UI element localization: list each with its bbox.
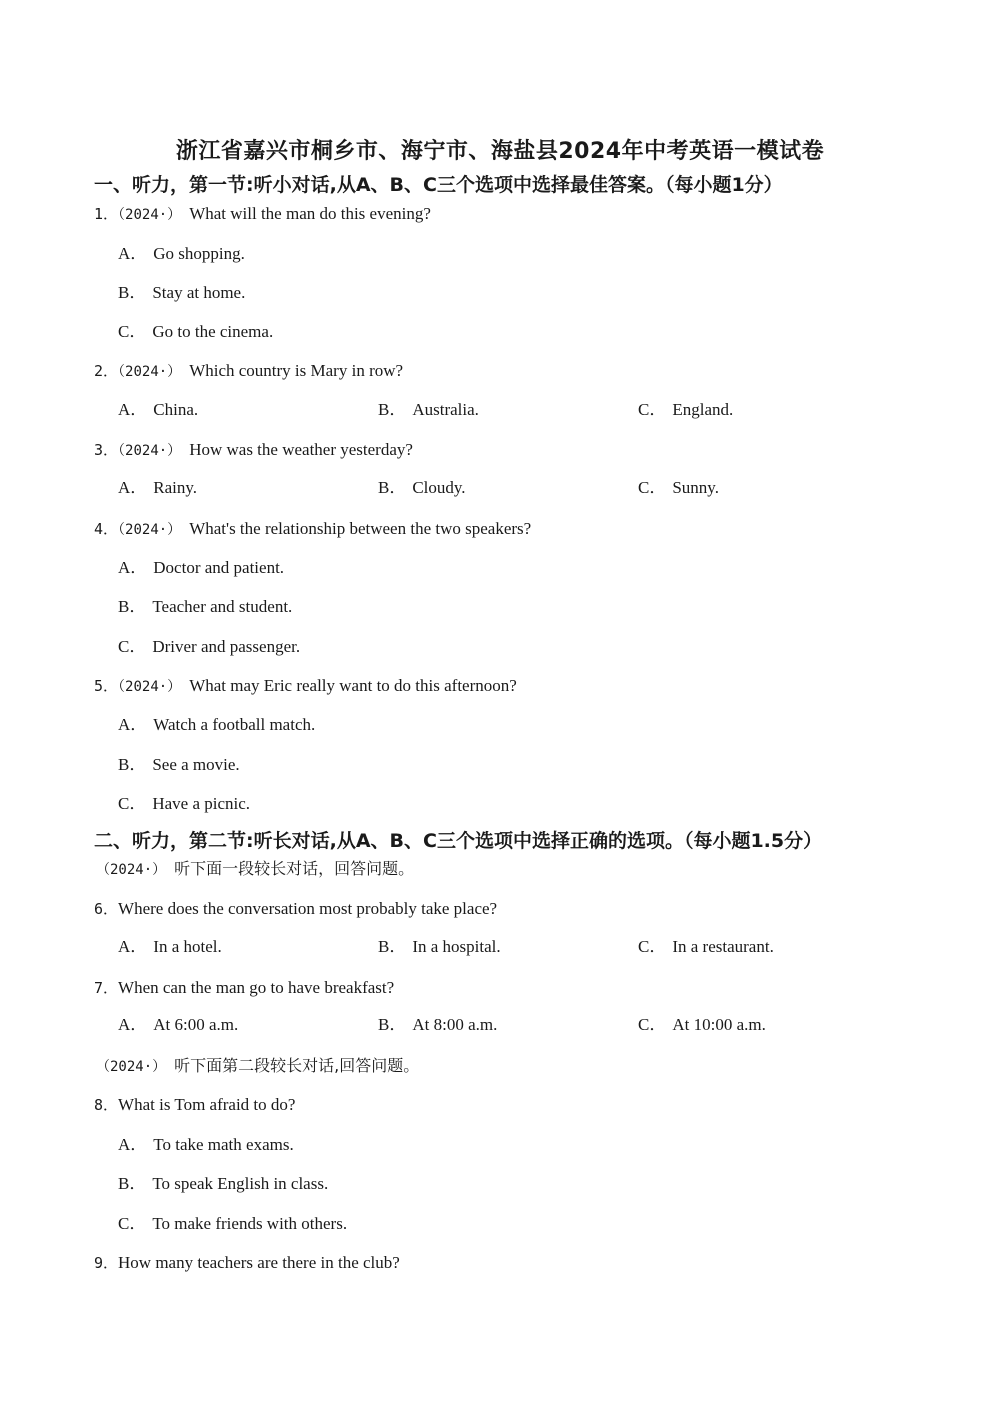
question-text: How many teachers are there in the club? bbox=[118, 1253, 400, 1272]
option-letter: A． bbox=[118, 478, 148, 497]
exam-title: 浙江省嘉兴市桐乡市、海宁市、海盐县2024年中考英语一模试卷 bbox=[175, 139, 825, 164]
option-c bbox=[118, 793, 250, 815]
option-letter: B． bbox=[378, 1015, 407, 1034]
option-b bbox=[378, 399, 479, 421]
question-text: What may Eric really want to do this afternoon? bbox=[189, 676, 517, 695]
option-text: At 10:00 a.m. bbox=[672, 1015, 766, 1034]
option-text: At 6:00 a.m. bbox=[153, 1015, 239, 1034]
question-3 bbox=[94, 439, 413, 462]
option-a bbox=[118, 557, 284, 579]
option-a bbox=[118, 1014, 238, 1036]
option-text: In a hotel. bbox=[153, 937, 222, 956]
question-number: 3． bbox=[94, 441, 119, 459]
question-text: What is Tom afraid to do? bbox=[118, 1095, 296, 1114]
option-letter: B． bbox=[378, 478, 407, 497]
passage-year: （2024·） bbox=[96, 862, 167, 878]
option-letter: B． bbox=[118, 755, 147, 774]
option-text: Go to the cinema. bbox=[152, 322, 274, 341]
option-letter: C． bbox=[118, 637, 147, 656]
question-text: Where does the conversation most probably take place? bbox=[118, 899, 498, 918]
passage-instruction: 听下面第二段较长对话,回答问题。 bbox=[174, 1056, 420, 1075]
option-text: To speak English in class. bbox=[152, 1174, 329, 1193]
question-4 bbox=[94, 518, 531, 541]
option-letter: C． bbox=[638, 478, 667, 497]
option-c bbox=[638, 1014, 766, 1036]
option-a bbox=[118, 399, 198, 421]
option-letter: A． bbox=[118, 244, 148, 263]
question-7 bbox=[94, 977, 394, 999]
option-b bbox=[118, 1173, 328, 1195]
option-letter: B． bbox=[118, 1174, 147, 1193]
question-1 bbox=[94, 203, 431, 226]
option-text: England. bbox=[672, 400, 734, 419]
option-text: To take math exams. bbox=[153, 1135, 294, 1154]
passage-1-intro bbox=[96, 858, 414, 881]
option-c bbox=[638, 399, 733, 421]
option-text: Teacher and student. bbox=[152, 597, 293, 616]
question-2 bbox=[94, 360, 403, 383]
question-text: What will the man do this evening? bbox=[189, 204, 431, 223]
question-year: （2024·） bbox=[118, 364, 182, 380]
option-letter: A． bbox=[118, 400, 148, 419]
option-letter: B． bbox=[378, 937, 407, 956]
option-text: Stay at home. bbox=[152, 283, 246, 302]
option-a bbox=[118, 1134, 294, 1156]
option-letter: B． bbox=[118, 283, 147, 302]
question-year: （2024·） bbox=[118, 679, 182, 695]
question-number: 7． bbox=[94, 979, 119, 997]
question-9 bbox=[94, 1252, 400, 1274]
option-letter: C． bbox=[638, 1015, 667, 1034]
option-a bbox=[118, 477, 197, 499]
option-text: Cloudy. bbox=[412, 478, 466, 497]
option-letter: B． bbox=[378, 400, 407, 419]
option-letter: A． bbox=[118, 1135, 148, 1154]
question-text: How was the weather yesterday? bbox=[189, 440, 413, 459]
option-letter: A． bbox=[118, 937, 148, 956]
option-b bbox=[378, 936, 501, 958]
option-a bbox=[118, 243, 245, 265]
option-c bbox=[118, 321, 273, 343]
option-b bbox=[378, 1014, 497, 1036]
option-a bbox=[118, 936, 222, 958]
question-text: What's the relationship between the two speakers? bbox=[189, 519, 532, 538]
option-c bbox=[118, 1213, 347, 1235]
option-text: Driver and passenger. bbox=[152, 637, 301, 656]
question-number: 9． bbox=[94, 1254, 119, 1272]
option-c bbox=[638, 936, 774, 958]
question-year: （2024·） bbox=[118, 207, 182, 223]
option-b bbox=[118, 754, 240, 776]
option-text: Go shopping. bbox=[153, 244, 245, 263]
option-text: Doctor and patient. bbox=[153, 558, 285, 577]
question-year: （2024·） bbox=[118, 522, 182, 538]
option-letter: C． bbox=[118, 1214, 147, 1233]
option-text: Watch a football match. bbox=[153, 715, 316, 734]
option-letter: A． bbox=[118, 715, 148, 734]
option-letter: C． bbox=[118, 322, 147, 341]
option-text: China. bbox=[153, 400, 199, 419]
question-number: 6． bbox=[94, 900, 119, 918]
option-text: In a restaurant. bbox=[672, 937, 774, 956]
question-number: 4． bbox=[94, 520, 119, 538]
section-1-heading: 一、听力，第一节:听小对话,从A、B、C三个选项中选择最佳答案。（每小题1分） bbox=[94, 174, 783, 196]
option-b bbox=[118, 282, 245, 304]
option-a bbox=[118, 714, 315, 736]
option-letter: C． bbox=[118, 794, 147, 813]
option-letter: C． bbox=[638, 937, 667, 956]
passage-year: （2024·） bbox=[96, 1059, 167, 1075]
option-b bbox=[378, 477, 466, 499]
option-text: To make friends with others. bbox=[152, 1214, 348, 1233]
question-text: When can the man go to have breakfast? bbox=[118, 978, 395, 997]
question-text: Which country is Mary in row? bbox=[189, 361, 404, 380]
option-c bbox=[638, 477, 719, 499]
option-text: Sunny. bbox=[672, 478, 719, 497]
question-number: 8． bbox=[94, 1096, 119, 1114]
option-text: Have a picnic. bbox=[152, 794, 251, 813]
question-number: 5． bbox=[94, 677, 119, 695]
passage-instruction: 听下面一段较长对话，回答问题。 bbox=[174, 859, 415, 878]
option-c bbox=[118, 636, 300, 658]
option-text: In a hospital. bbox=[412, 937, 501, 956]
option-letter: A． bbox=[118, 558, 148, 577]
option-text: Australia. bbox=[412, 400, 479, 419]
option-b bbox=[118, 596, 292, 618]
option-letter: B． bbox=[118, 597, 147, 616]
option-text: See a movie. bbox=[152, 755, 240, 774]
passage-2-intro bbox=[96, 1055, 419, 1078]
question-5 bbox=[94, 675, 517, 698]
question-number: 1． bbox=[94, 205, 119, 223]
question-number: 2． bbox=[94, 362, 119, 380]
option-letter: C． bbox=[638, 400, 667, 419]
section-2-heading: 二、听力，第二节:听长对话,从A、B、C三个选项中选择正确的选项。（每小题1.5分） bbox=[94, 830, 823, 852]
question-year: （2024·） bbox=[118, 443, 182, 459]
option-letter: A． bbox=[118, 1015, 148, 1034]
option-text: At 8:00 a.m. bbox=[412, 1015, 498, 1034]
option-text: Rainy. bbox=[153, 478, 198, 497]
question-8 bbox=[94, 1094, 295, 1116]
question-6 bbox=[94, 898, 497, 920]
